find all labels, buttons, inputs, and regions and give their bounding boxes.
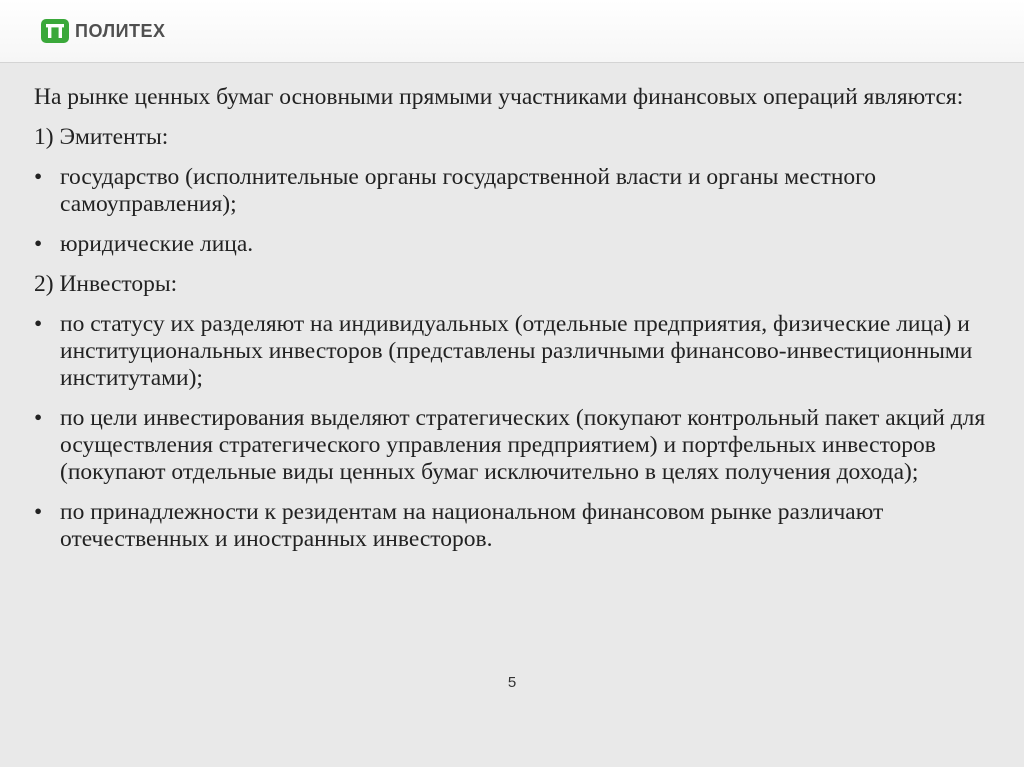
bullet-item <box>34 231 1000 258</box>
polytech-pi-icon <box>41 19 69 43</box>
bullet-text: по статусу их разделяют на индивидуальных (отдельные предприятия, физические лица) и институциональных инвесторов (представлены различными финансово-инвестиционными институтами); <box>60 311 973 391</box>
header-bar <box>0 0 1024 63</box>
bullet-marker: • <box>34 311 43 337</box>
bullet-item <box>34 164 1000 218</box>
bullet-text: юридические лица. <box>60 231 254 257</box>
bullet-text: государство (исполнительные органы государственной власти и органы местного самоуправления); <box>60 164 876 217</box>
bullet-item <box>34 405 1000 486</box>
bullet-text: по цели инвестирования выделяют стратегических (покупают контрольный пакет акций для осуществления стратегического управления предприятием) и портфельных инвесторов (покупают отдельные виды ценных бумаг исключительно в целях получения дохода); <box>60 405 986 485</box>
polytech-logo <box>41 19 166 43</box>
page-number: 5 <box>507 674 517 691</box>
bullet-marker: • <box>34 405 43 431</box>
slide-body <box>0 63 1024 767</box>
logo-text: ПОЛИТЕХ <box>75 20 166 41</box>
section-issuers-heading: 1) Эмитенты: <box>34 124 169 150</box>
bullet-text: по принадлежности к резидентам на национальном финансовом рынке различают отечественных и иностранных инвесторов. <box>60 499 884 552</box>
bullet-item <box>34 311 1000 392</box>
section-investors-heading: 2) Инвесторы: <box>34 271 178 297</box>
intro-paragraph: На рынке ценных бумаг основными прямыми участниками финансовых операций являются: <box>34 84 964 110</box>
bullet-item <box>34 499 1000 553</box>
bullet-marker: • <box>34 164 43 190</box>
bullet-marker: • <box>34 499 43 525</box>
bullet-marker: • <box>34 231 43 257</box>
slide-content <box>34 84 1000 566</box>
